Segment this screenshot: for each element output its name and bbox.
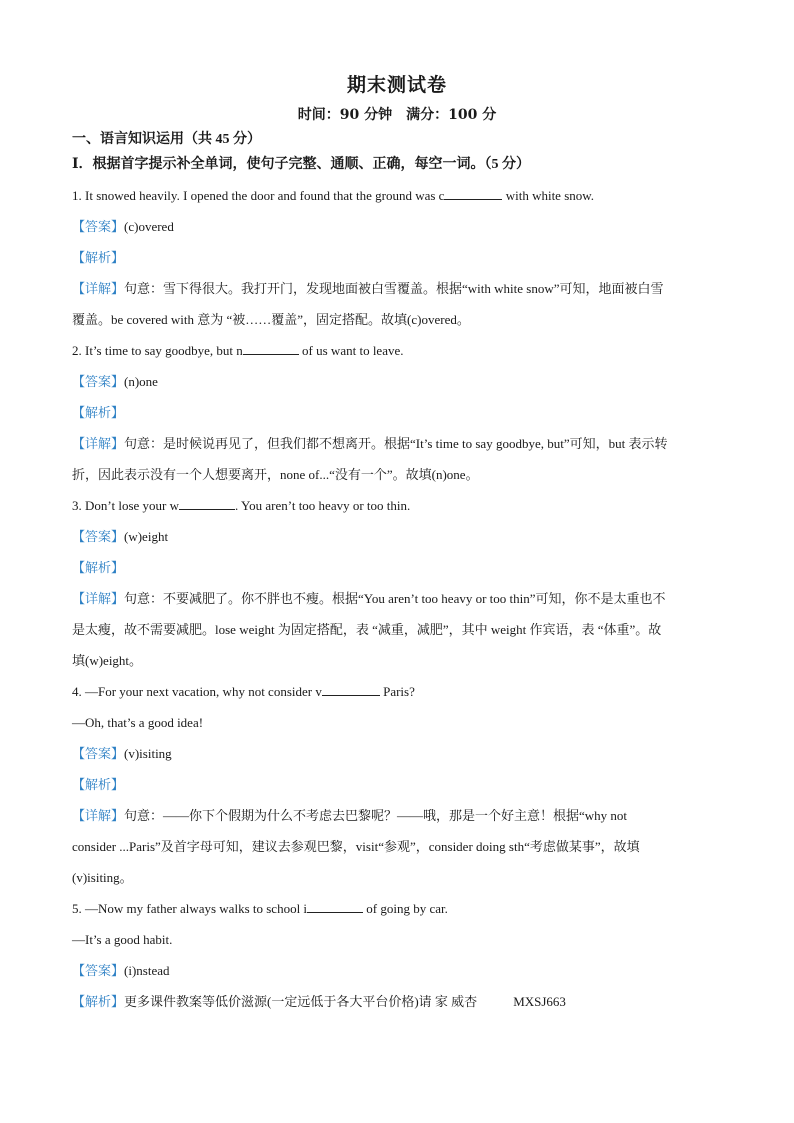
question-2: 2. It’s time to say goodbye, but n of us want to leave.	[72, 343, 404, 358]
detail-line: 【详解】句意：雪下得很大。我打开门，发现地面被白雪覆盖。根据“with white snow”可知，地面被白雪	[72, 281, 664, 296]
exam-time-score: 时间：90 分钟 满分：100 分	[297, 107, 497, 123]
answer-blank	[444, 187, 502, 200]
section-heading: 一、语言知识运用（共 45 分）	[72, 132, 261, 147]
detail-line: 填(w)eight。	[72, 653, 143, 668]
detail-line: (v)isiting。	[72, 870, 133, 885]
analysis-line: 【解析】	[72, 250, 125, 265]
answer-blank	[179, 497, 235, 510]
answer-line: 【答案】(v)isiting	[72, 746, 172, 761]
detail-line: 是太瘦，故不需要减肥。lose weight 为固定搭配，表 “减重，减肥”，其中 weight 作宾语，表 “体重”。故	[72, 622, 662, 637]
answer-line: 【答案】(i)nstead	[72, 963, 170, 978]
question-3: 3. Don’t lose your w . You aren’t too heavy or too thin.	[72, 498, 411, 513]
answer-line: 【答案】(w)eight	[72, 529, 169, 544]
document-body	[72, 129, 722, 1017]
analysis-line: 【解析】	[72, 777, 125, 792]
analysis-line: 【解析】更多课件教案等低价滋源(一定远低于各大平台价格)请 家 威杏 MXSJ663	[72, 994, 566, 1009]
page-title: 期末测试卷	[346, 74, 447, 96]
question-1: 1. It snowed heavily. I opened the door and found that the ground was c with white snow.	[72, 188, 595, 203]
answer-blank	[307, 900, 363, 913]
answer-line: 【答案】(n)one	[72, 374, 158, 389]
answer-blank	[243, 342, 299, 355]
subsection-heading: Ⅰ．根据首字提示补全单词，使句子完整、通顺、正确，每空一词。（5 分）	[72, 157, 531, 172]
answer-line: 【答案】(c)overed	[72, 219, 174, 234]
detail-line: 【详解】句意：——你下个假期为什么不考虑去巴黎呢？——哦，那是一个好主意！根据“why not	[72, 808, 628, 823]
detail-line: 覆盖。be covered with 意为 “被……覆盖”，固定搭配。故填(c)overed。	[72, 312, 470, 327]
analysis-line: 【解析】	[72, 405, 125, 420]
detail-line: consider ...Paris”及首字母可知，建议去参观巴黎，visit“参观”，consider doing sth“考虑做某事”，故填	[72, 839, 640, 854]
detail-line: 【详解】句意：不要减肥了。你不胖也不瘦。根据“You aren’t too heavy or too thin”可知，你不是太重也不	[72, 591, 666, 606]
detail-line: 折，因此表示没有一个人想要离开，none of...“没有一个”。故填(n)one。	[72, 467, 479, 482]
question-5: 5. —Now my father always walks to school i of going by car.	[72, 901, 448, 916]
answer-blank	[322, 683, 380, 696]
question-4-reply: —Oh, that’s a good idea!	[72, 715, 204, 730]
question-4: 4. —For your next vacation, why not consider v Paris?	[72, 684, 415, 699]
question-5-reply: —It’s a good habit.	[72, 932, 173, 947]
promo-code: MXSJ663	[513, 994, 566, 1009]
detail-line: 【详解】句意：是时候说再见了，但我们都不想离开。根据“It’s time to say goodbye, but”可知，but 表示转	[72, 436, 668, 451]
promo-text: 更多课件教案等低价滋源(一定远低于各大平台价格)请 家 威杏	[124, 994, 478, 1009]
analysis-line: 【解析】	[72, 560, 125, 575]
